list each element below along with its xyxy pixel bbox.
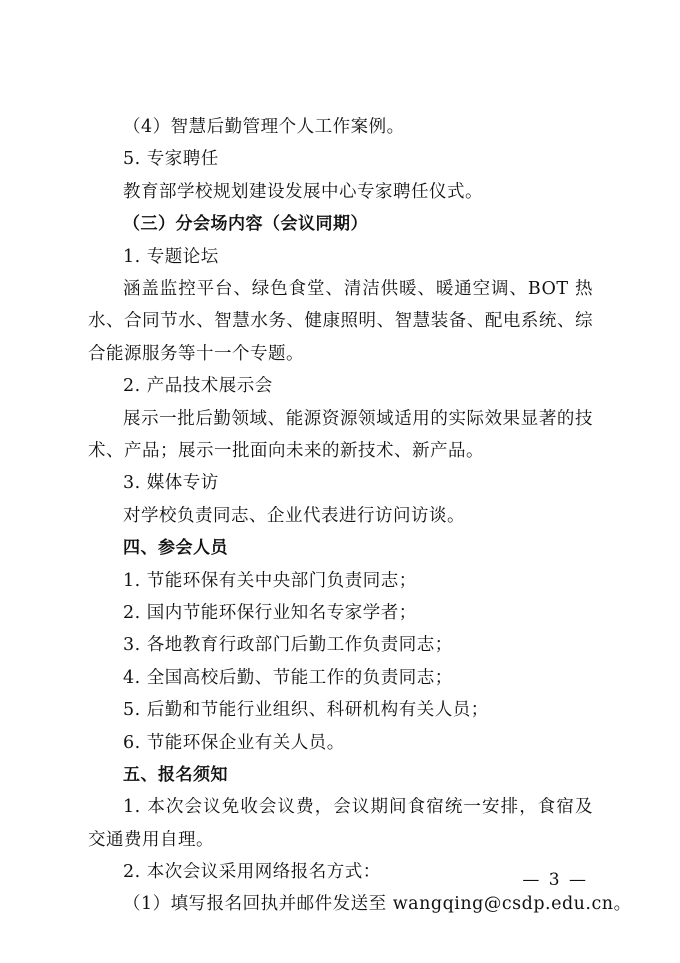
section-heading-sub-venue: （三）分会场内容（会议同期）	[123, 214, 368, 235]
expert-appointment-desc: 教育部学校规划建设发展中心专家聘任仪式。	[123, 181, 483, 202]
registration-fee-note: 1. 本次会议免收会议费，会议期间食宿统一安排，食宿及交通费用自理。	[88, 797, 593, 850]
section-heading-attendees: 四、参会人员	[123, 538, 228, 559]
exhibition-desc: 展示一批后勤领域、能源资源领域适用的实际效果显著的技术、产品；展示一批面向未来的新技术、新产品。	[88, 408, 593, 461]
item-forum: 1. 专题论坛	[123, 246, 219, 267]
attendee-item: 4. 全国高校后勤、节能工作的负责同志；	[123, 667, 453, 688]
registration-method: 2. 本次会议采用网络报名方式：	[123, 862, 381, 883]
attendee-item: 3. 各地教育行政部门后勤工作负责同志；	[123, 635, 453, 656]
case-item-4: （4）智慧后勤管理个人工作案例。	[123, 117, 405, 137]
item-expert-appointment: 5. 专家聘任	[123, 149, 219, 170]
attendee-item: 6. 节能环保企业有关人员。	[123, 732, 345, 753]
attendee-item: 1. 节能环保有关中央部门负责同志；	[123, 570, 417, 591]
item-exhibition: 2. 产品技术展示会	[123, 376, 273, 397]
registration-email-instruction: （1）填写报名回执并邮件发送至 wangqing@csdp.edu.cn。	[123, 894, 632, 915]
section-heading-registration: 五、报名须知	[123, 764, 228, 785]
item-media-interview: 3. 媒体专访	[123, 473, 219, 494]
media-interview-desc: 对学校负责同志、企业代表进行访问访谈。	[123, 505, 465, 526]
document-body	[88, 111, 632, 921]
attendee-item: 5. 后勤和节能行业组织、科研机构有关人员；	[123, 700, 489, 721]
attendee-item: 2. 国内节能环保行业知名专家学者；	[123, 602, 417, 623]
page-number: — 3 —	[522, 870, 588, 890]
forum-desc: 涵盖监控平台、绿色食堂、清洁供暖、暖通空调、BOT 热水、合同节水、智慧水务、健康照明、智慧装备、配电系统、综合能源服务等十一个专题。	[88, 278, 593, 364]
